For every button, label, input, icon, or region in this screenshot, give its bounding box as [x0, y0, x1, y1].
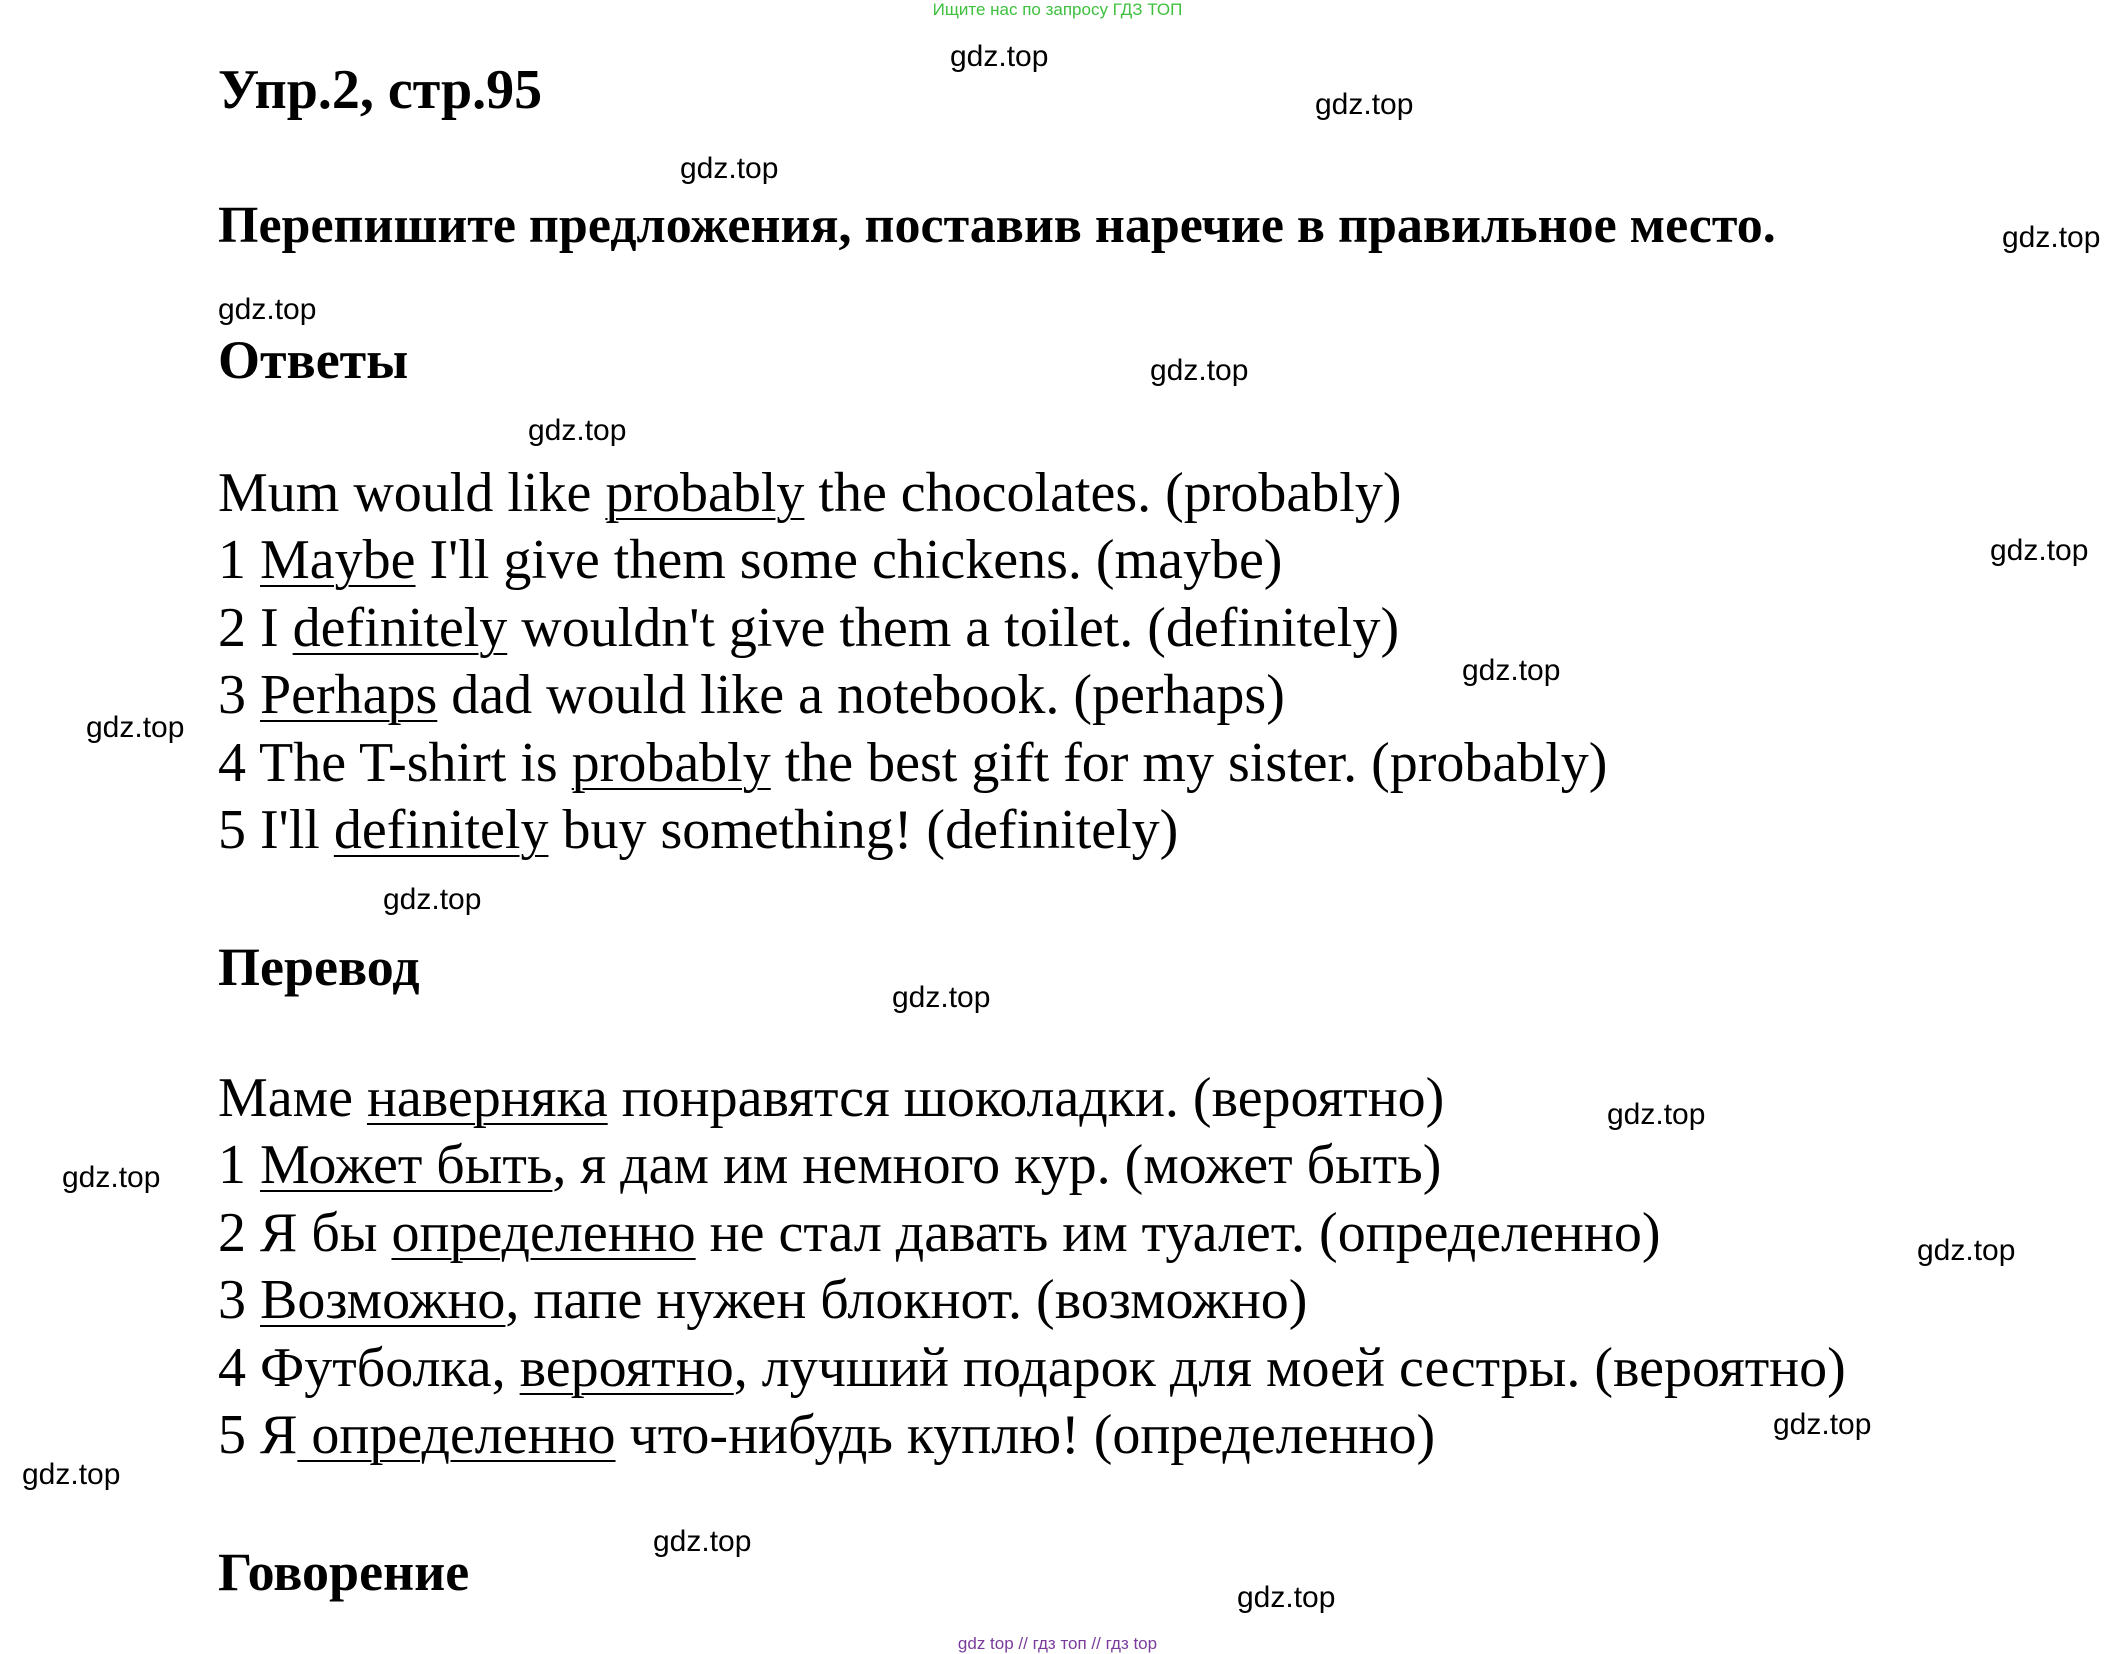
answer-line: 2 I definitely wouldn't give them a toilet. (definitely): [218, 596, 1400, 659]
translation-line: 2 Я бы определенно не стал давать им туалет. (определенно): [218, 1201, 1661, 1264]
translation-line: 5 Я определенно что-нибудь куплю! (определенно): [218, 1404, 1436, 1467]
task-instruction: Перепишите предложения, поставив наречие в правильное место.: [218, 197, 1776, 254]
watermark-text: gdz.top: [528, 414, 627, 447]
watermark-text: gdz.top: [62, 1161, 161, 1194]
watermark-text: gdz.top: [1917, 1234, 2016, 1267]
watermark-text: gdz.top: [950, 40, 1049, 73]
underlined-adverb: definitely: [292, 596, 508, 659]
underlined-adverb: definitely: [333, 799, 549, 862]
watermark-text: gdz.top: [1150, 354, 1249, 387]
answers-heading: Ответы: [218, 330, 409, 390]
answer-line: 3 Perhaps dad would like a notebook. (perhaps): [218, 664, 1285, 727]
answer-line: 4 The T-shirt is probably the best gift for my sister. (probably): [218, 731, 1608, 794]
watermark-text: gdz.top: [653, 1525, 752, 1558]
answer-line: Mum would like probably the chocolates. (probably): [218, 462, 1402, 524]
underlined-adverb: Perhaps: [260, 664, 438, 727]
underlined-adverb: определенно: [297, 1404, 616, 1467]
underlined-adverb: probably: [605, 462, 805, 524]
watermark-text: gdz.top: [1990, 534, 2089, 567]
watermark-text: gdz.top: [1607, 1098, 1706, 1131]
watermark-text: gdz.top: [2002, 221, 2101, 254]
watermark-text: gdz.top: [1462, 654, 1561, 687]
top-banner: Ищите нас по запросу ГДЗ ТОП: [932, 0, 1183, 19]
underlined-adverb: Maybe: [260, 529, 416, 592]
footer-watermark: gdz top // гдз топ // гдз top: [957, 1634, 1158, 1653]
watermark-text: gdz.top: [1237, 1581, 1336, 1614]
underlined-adverb: Может быть: [260, 1134, 553, 1197]
watermark-text: gdz.top: [86, 711, 185, 744]
translation-list: [218, 1065, 1846, 1469]
underlined-adverb: probably: [571, 731, 771, 794]
translation-line: 3 Возможно, папе нужен блокнот. (возможно): [218, 1269, 1308, 1332]
watermark-text: gdz.top: [22, 1458, 121, 1491]
translation-line: 4 Футболка, вероятно, лучший подарок для моей сестры. (вероятно): [218, 1336, 1846, 1399]
translation-heading: Перевод: [218, 937, 420, 997]
watermark-text: gdz.top: [680, 152, 779, 185]
answer-line: 5 I'll definitely buy something! (definitely): [218, 799, 1179, 862]
speaking-heading: Говорение: [218, 1542, 470, 1602]
watermark-text: gdz.top: [1773, 1408, 1872, 1441]
page-title: Упр.2, стр.95: [218, 59, 543, 121]
watermark-text: gdz.top: [383, 883, 482, 916]
translation-line: Маме наверняка понравятся шоколадки. (вероятно): [218, 1067, 1445, 1129]
watermark-text: gdz.top: [892, 981, 991, 1014]
underlined-adverb: Возможно: [260, 1269, 506, 1332]
translation-line: 1 Может быть, я дам им немного кур. (может быть): [218, 1134, 1442, 1197]
answers-list: [218, 460, 1607, 864]
underlined-adverb: наверняка: [366, 1067, 608, 1129]
underlined-adverb: вероятно: [519, 1336, 734, 1399]
answer-line: 1 Maybe I'll give them some chickens. (maybe): [218, 529, 1283, 592]
watermark-text: gdz.top: [1315, 88, 1414, 121]
underlined-adverb: определенно: [391, 1201, 696, 1264]
watermark-text: gdz.top: [218, 293, 317, 326]
